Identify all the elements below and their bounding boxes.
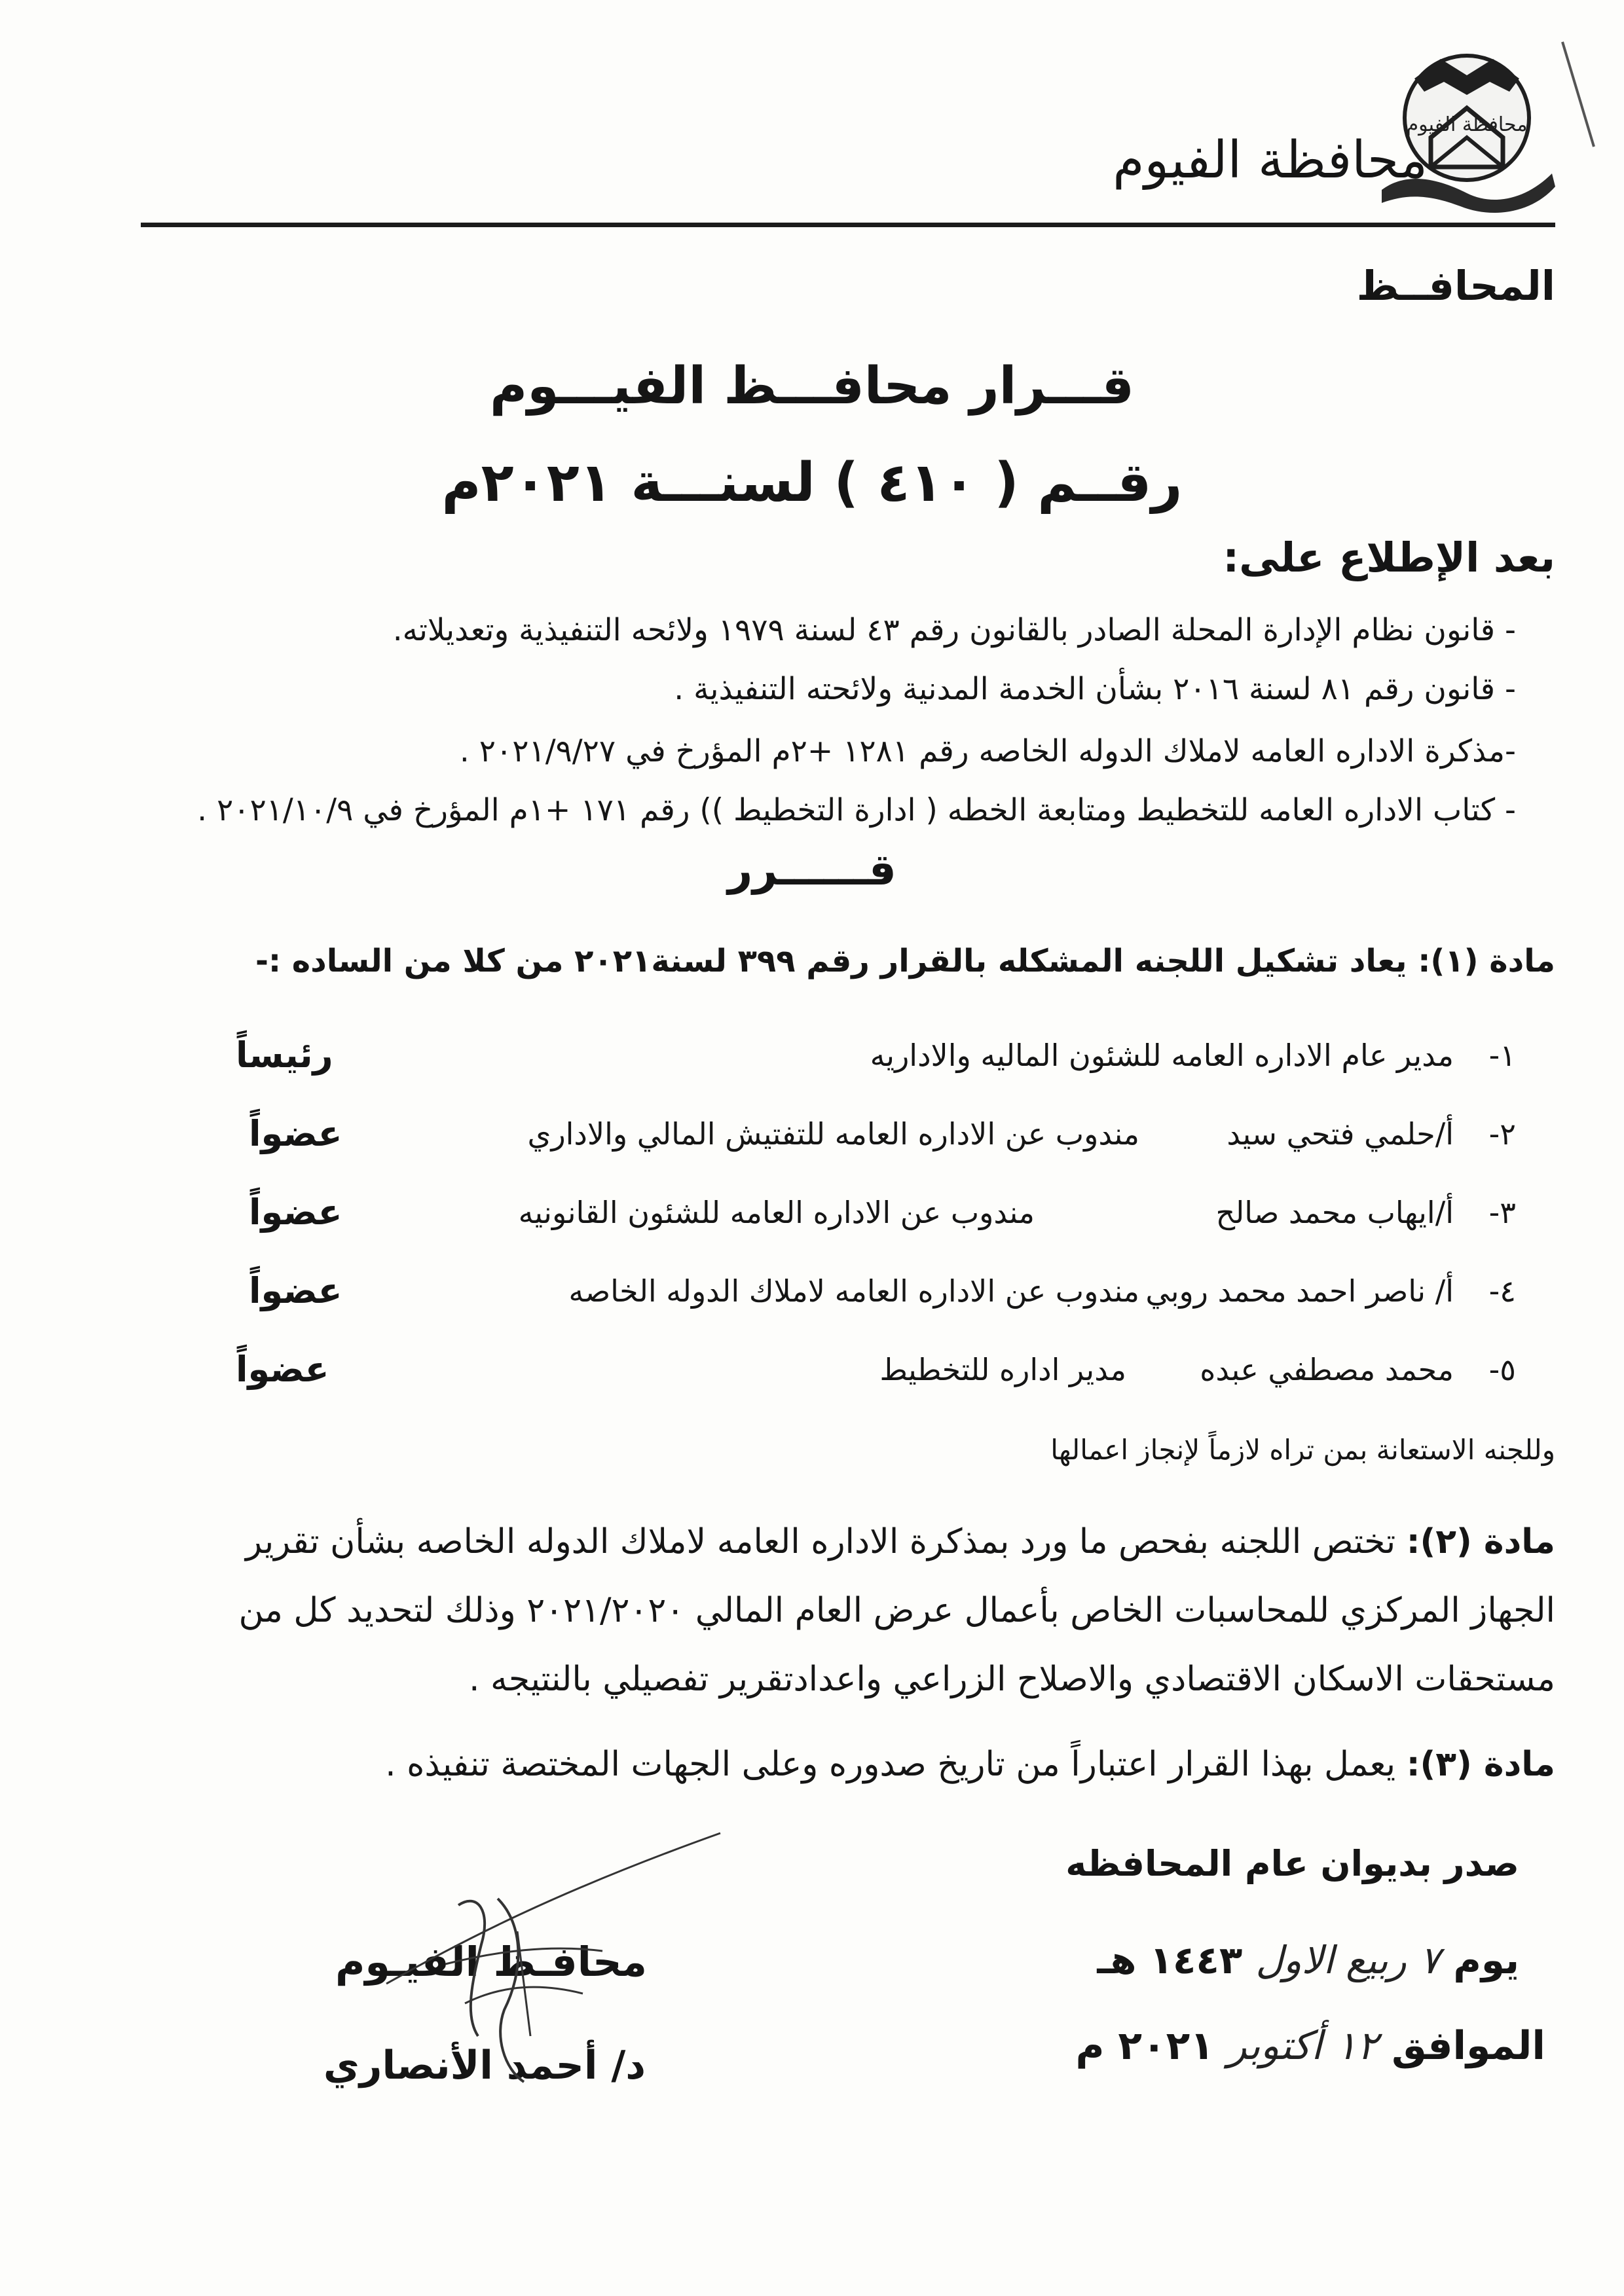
- after-review-heading: بعد الإطلاع على:: [1223, 534, 1555, 581]
- decree-number: رقــم ( ٤١٠ ) لسنـــة ٢٠٢١م: [441, 452, 1183, 514]
- member-number: ٢-: [1488, 1116, 1516, 1152]
- hijri-day: ٧: [1419, 1938, 1441, 1982]
- member-number: ١-: [1488, 1038, 1516, 1073]
- member-name: أ/حلمي فتحي سيد: [1227, 1116, 1454, 1152]
- logo-text: محافظة الفيوم: [1406, 113, 1528, 136]
- greg-month: أكتوبر: [1227, 2023, 1322, 2069]
- member-role: عضواً: [249, 1192, 342, 1233]
- signatory-title: محافـظ الفيـوم: [335, 1938, 648, 1986]
- member-name: أ/ ناصر احمد محمد روبي: [1145, 1273, 1454, 1309]
- day-label: يوم: [1453, 1938, 1519, 1982]
- preamble-item: -مذكرة الاداره العامه لاملاك الدوله الخاصه رقم ١٢٨١ +٢م المؤرخ في ٢٠٢١/٩/٢٧ .: [459, 733, 1516, 769]
- member-representation: مدير اداره للتخطيط: [879, 1352, 1126, 1387]
- greg-suffix: م: [1075, 2023, 1105, 2069]
- hijri-year: ١٤٤٣: [1149, 1938, 1243, 1982]
- article-2-text: تختص اللجنه بفحص ما ورد بمذكرة الاداره العامه لاملاك الدوله الخاصه بشأن تقرير: [246, 1522, 1396, 1561]
- article-2-label: مادة (٢):: [1406, 1522, 1555, 1561]
- member-role: عضواً: [249, 1270, 342, 1311]
- signatory-name: د/ أحمد الأنصاري: [323, 2043, 646, 2088]
- member-number: ٤-: [1488, 1273, 1516, 1309]
- hijri-suffix: هـ: [1097, 1938, 1137, 1982]
- committee-assistance-note: وللجنه الاستعانة بمن تراه لازماً لإنجاز اعمالها: [1050, 1434, 1555, 1466]
- article-2-line-2: الجهاز المركزي للمحاسبات الخاص بأعمال عرض العام المالي ٢٠٢١/٢٠٢٠ وذلك لتحديد كل من: [238, 1591, 1555, 1630]
- preamble-item: - قانون رقم ٨١ لسنة ٢٠١٦ بشأن الخدمة المدنية ولائحته التنفيذية .: [674, 671, 1516, 707]
- preamble-item: - قانون نظام الإدارة المحلة الصادر بالقانون رقم ٤٣ لسنة ١٩٧٩ ولائحه التنفيذية وتعديلاته.: [392, 612, 1516, 648]
- decided-heading: قــــــرر: [728, 845, 896, 895]
- governorate-header-title: محافظة الفيوم: [1113, 131, 1428, 190]
- member-name: محمد مصطفي عبده: [1200, 1352, 1454, 1387]
- decree-title: قـــرار محافـــظ الفيـــوم: [490, 357, 1134, 416]
- pen-mark-icon: [1559, 39, 1598, 151]
- greg-label: الموافق: [1392, 2023, 1545, 2069]
- member-name: أ/ايهاب محمد صالح: [1215, 1195, 1454, 1230]
- article-2-line-3: مستحقات الاسكان الاقتصادي والاصلاح الزراعي واعدادتقرير تفصيلي بالنتيجه .: [468, 1660, 1555, 1699]
- member-number: ٣-: [1488, 1195, 1516, 1230]
- member-representation: مندوب عن الاداره العامه لاملاك الدوله الخاصه: [568, 1273, 1139, 1309]
- article-3-text: يعمل بهذا القرار اعتباراً من تاريخ صدوره وعلى الجهات المختصة تنفيذه .: [385, 1745, 1396, 1784]
- member-role: عضواً: [236, 1349, 329, 1390]
- member-representation: مندوب عن الاداره العامه للتفتيش المالي والاداري: [527, 1116, 1139, 1152]
- member-name: مدير عام الاداره العامه للشئون الماليه والاداريه: [870, 1038, 1454, 1073]
- handwritten-signature: [367, 1820, 733, 2121]
- header-divider: [141, 223, 1555, 227]
- article-1-text: مادة (١): يعاد تشكيل اللجنه المشكله بالقرار رقم ٣٩٩ لسنة٢٠٢١ من كلا من الساده :-: [255, 943, 1555, 979]
- member-role: رئيساً: [236, 1034, 333, 1076]
- member-role: عضواً: [249, 1113, 342, 1154]
- article-3-line: [385, 1745, 1555, 1784]
- article-3-label: مادة (٣):: [1406, 1745, 1555, 1784]
- article-2-line-1: [246, 1522, 1555, 1561]
- hijri-month: ربيع الاول: [1255, 1938, 1407, 1982]
- hijri-date: [1097, 1938, 1519, 1982]
- preamble-item: - كتاب الاداره العامه للتخطيط ومتابعة الخطه ( ادارة التخطيط )) رقم ١٧١ +١م المؤرخ في ٢٠٢١/١٠/٩ .: [197, 792, 1516, 828]
- member-number: ٥-: [1488, 1352, 1516, 1387]
- office-label: المحافــظ: [1356, 262, 1555, 310]
- gregorian-date: [1076, 2023, 1546, 2069]
- issued-at: صدر بديوان عام المحافظه: [1065, 1843, 1519, 1884]
- member-representation: مندوب عن الاداره العامه للشئون القانونيه: [518, 1195, 1035, 1230]
- greg-day: ١٢: [1335, 2023, 1378, 2069]
- greg-year: ٢٠٢١: [1118, 2023, 1214, 2069]
